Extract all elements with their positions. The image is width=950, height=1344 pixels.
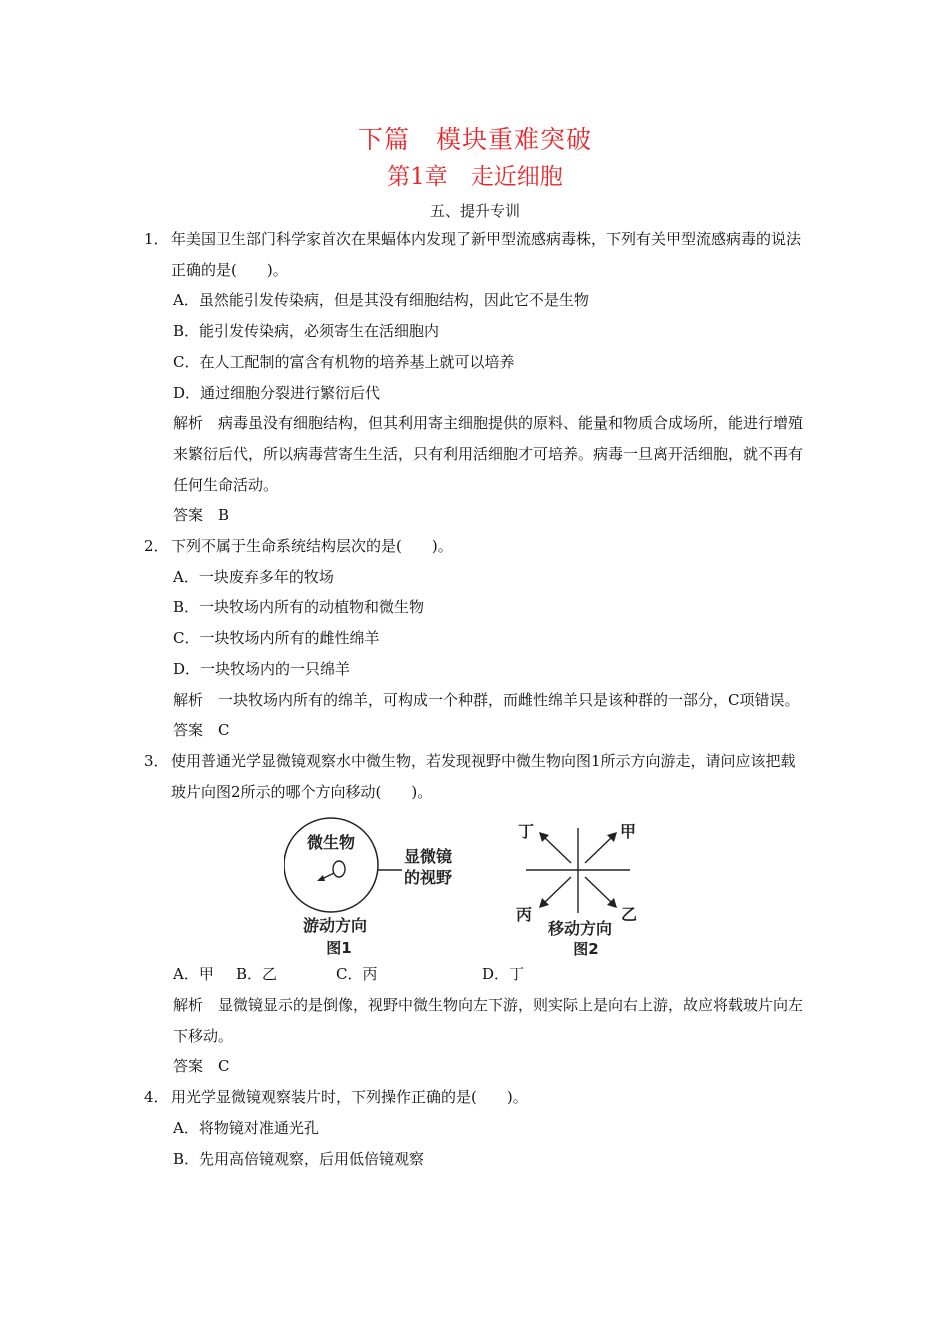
option: A．虽然能引发传染病，但是其没有细胞结构，因此它不是生物	[173, 291, 589, 310]
answer: 答案 C	[173, 1057, 230, 1076]
page-title: 下篇 模块重难突破	[357, 125, 592, 154]
question-stem: 下列不属于生命系统结构层次的是( )。	[171, 537, 453, 556]
question-number: 3．	[144, 751, 169, 770]
microbe-shape	[333, 861, 345, 877]
answer: 答案 C	[173, 721, 230, 740]
microscope-figure	[144, 807, 810, 959]
answer: 答案 B	[173, 506, 230, 525]
fig2-caption: 移动方向	[547, 919, 613, 939]
options-row	[144, 959, 810, 990]
analysis: 解析 一块牧场内所有的绵羊，可构成一个种群，而雌性绵羊只是该种群的一部分，C项错误。	[173, 690, 800, 709]
question-2	[144, 531, 810, 562]
label-bing: 丙	[516, 905, 533, 925]
question-list	[144, 224, 810, 1174]
label-yi: 乙	[621, 905, 638, 925]
section-title: 五、提升专训	[429, 202, 520, 220]
figure-drawing	[284, 813, 684, 959]
field-label-2: 的视野	[404, 868, 453, 888]
option: B．乙	[236, 965, 278, 984]
swim-arrow-head	[317, 875, 325, 881]
chapter-title: 第1章 走近细胞	[387, 164, 563, 190]
question-number: 2．	[144, 537, 169, 556]
question-1	[144, 224, 810, 285]
option: C．一块牧场内所有的雌性绵羊	[173, 629, 380, 648]
option: C．在人工配制的富含有机物的培养基上就可以培养	[173, 352, 515, 371]
microbe-label: 微生物	[306, 833, 356, 853]
question-4	[144, 1082, 810, 1113]
option: A．将物镜对准通光孔	[173, 1118, 319, 1137]
question-number: 1．	[144, 230, 169, 248]
option: A．甲	[173, 965, 214, 984]
arrow-bing	[544, 877, 571, 903]
question-stem: 用光学显微镜观察装片时，下列操作正确的是( )。	[171, 1088, 528, 1107]
label-jia: 甲	[620, 822, 637, 842]
option: B．一块牧场内所有的动植物和微生物	[173, 598, 425, 617]
fig2-number: 图2	[573, 940, 599, 959]
option: B．先用高倍镜观察，后用低倍镜观察	[173, 1149, 425, 1168]
option: D．通过细胞分裂进行繁衍后代	[173, 383, 381, 402]
arrow-yi	[585, 877, 612, 903]
question-3	[144, 746, 810, 807]
field-label-1: 显微镜	[404, 847, 453, 867]
option: D．一块牧场内的一只绵羊	[173, 659, 351, 678]
analysis: 解析 显微镜显示的是倒像，视野中微生物向左下游，则实际上是向右上游，故应将载玻片向左下移动。	[173, 996, 804, 1045]
option: C．丙	[336, 965, 378, 984]
arrow-ding	[544, 837, 571, 863]
option: B．能引发传染病，必须寄生在活细胞内	[173, 322, 440, 341]
arrow-jia	[585, 837, 612, 863]
question-number: 4．	[144, 1088, 169, 1107]
fig1-caption: 游动方向	[302, 916, 368, 936]
label-ding: 丁	[518, 822, 535, 842]
question-stem: 年美国卫生部门科学家首次在果蝠体内发现了新甲型流感病毒株，下列有关甲型流感病毒的说法正确的是( )。	[171, 230, 802, 279]
fig1-number: 图1	[326, 939, 352, 958]
analysis: 解析 病毒虽没有细胞结构，但其利用寄主细胞提供的原料、能量和物质合成场所，能进行增殖来繁衍后代，所以病毒营寄生生活，只有利用活细胞才可培养。病毒一旦离开活细胞，就不再有任何生命活动。	[173, 414, 804, 494]
option: A．一块废弃多年的牧场	[173, 567, 334, 586]
question-stem: 使用普通光学显微镜观察水中微生物，若发现视野中微生物向图1所示方向游走，请问应该把载玻片向图2所示的哪个方向移动( )。	[171, 751, 796, 801]
option: D．丁	[482, 965, 525, 984]
